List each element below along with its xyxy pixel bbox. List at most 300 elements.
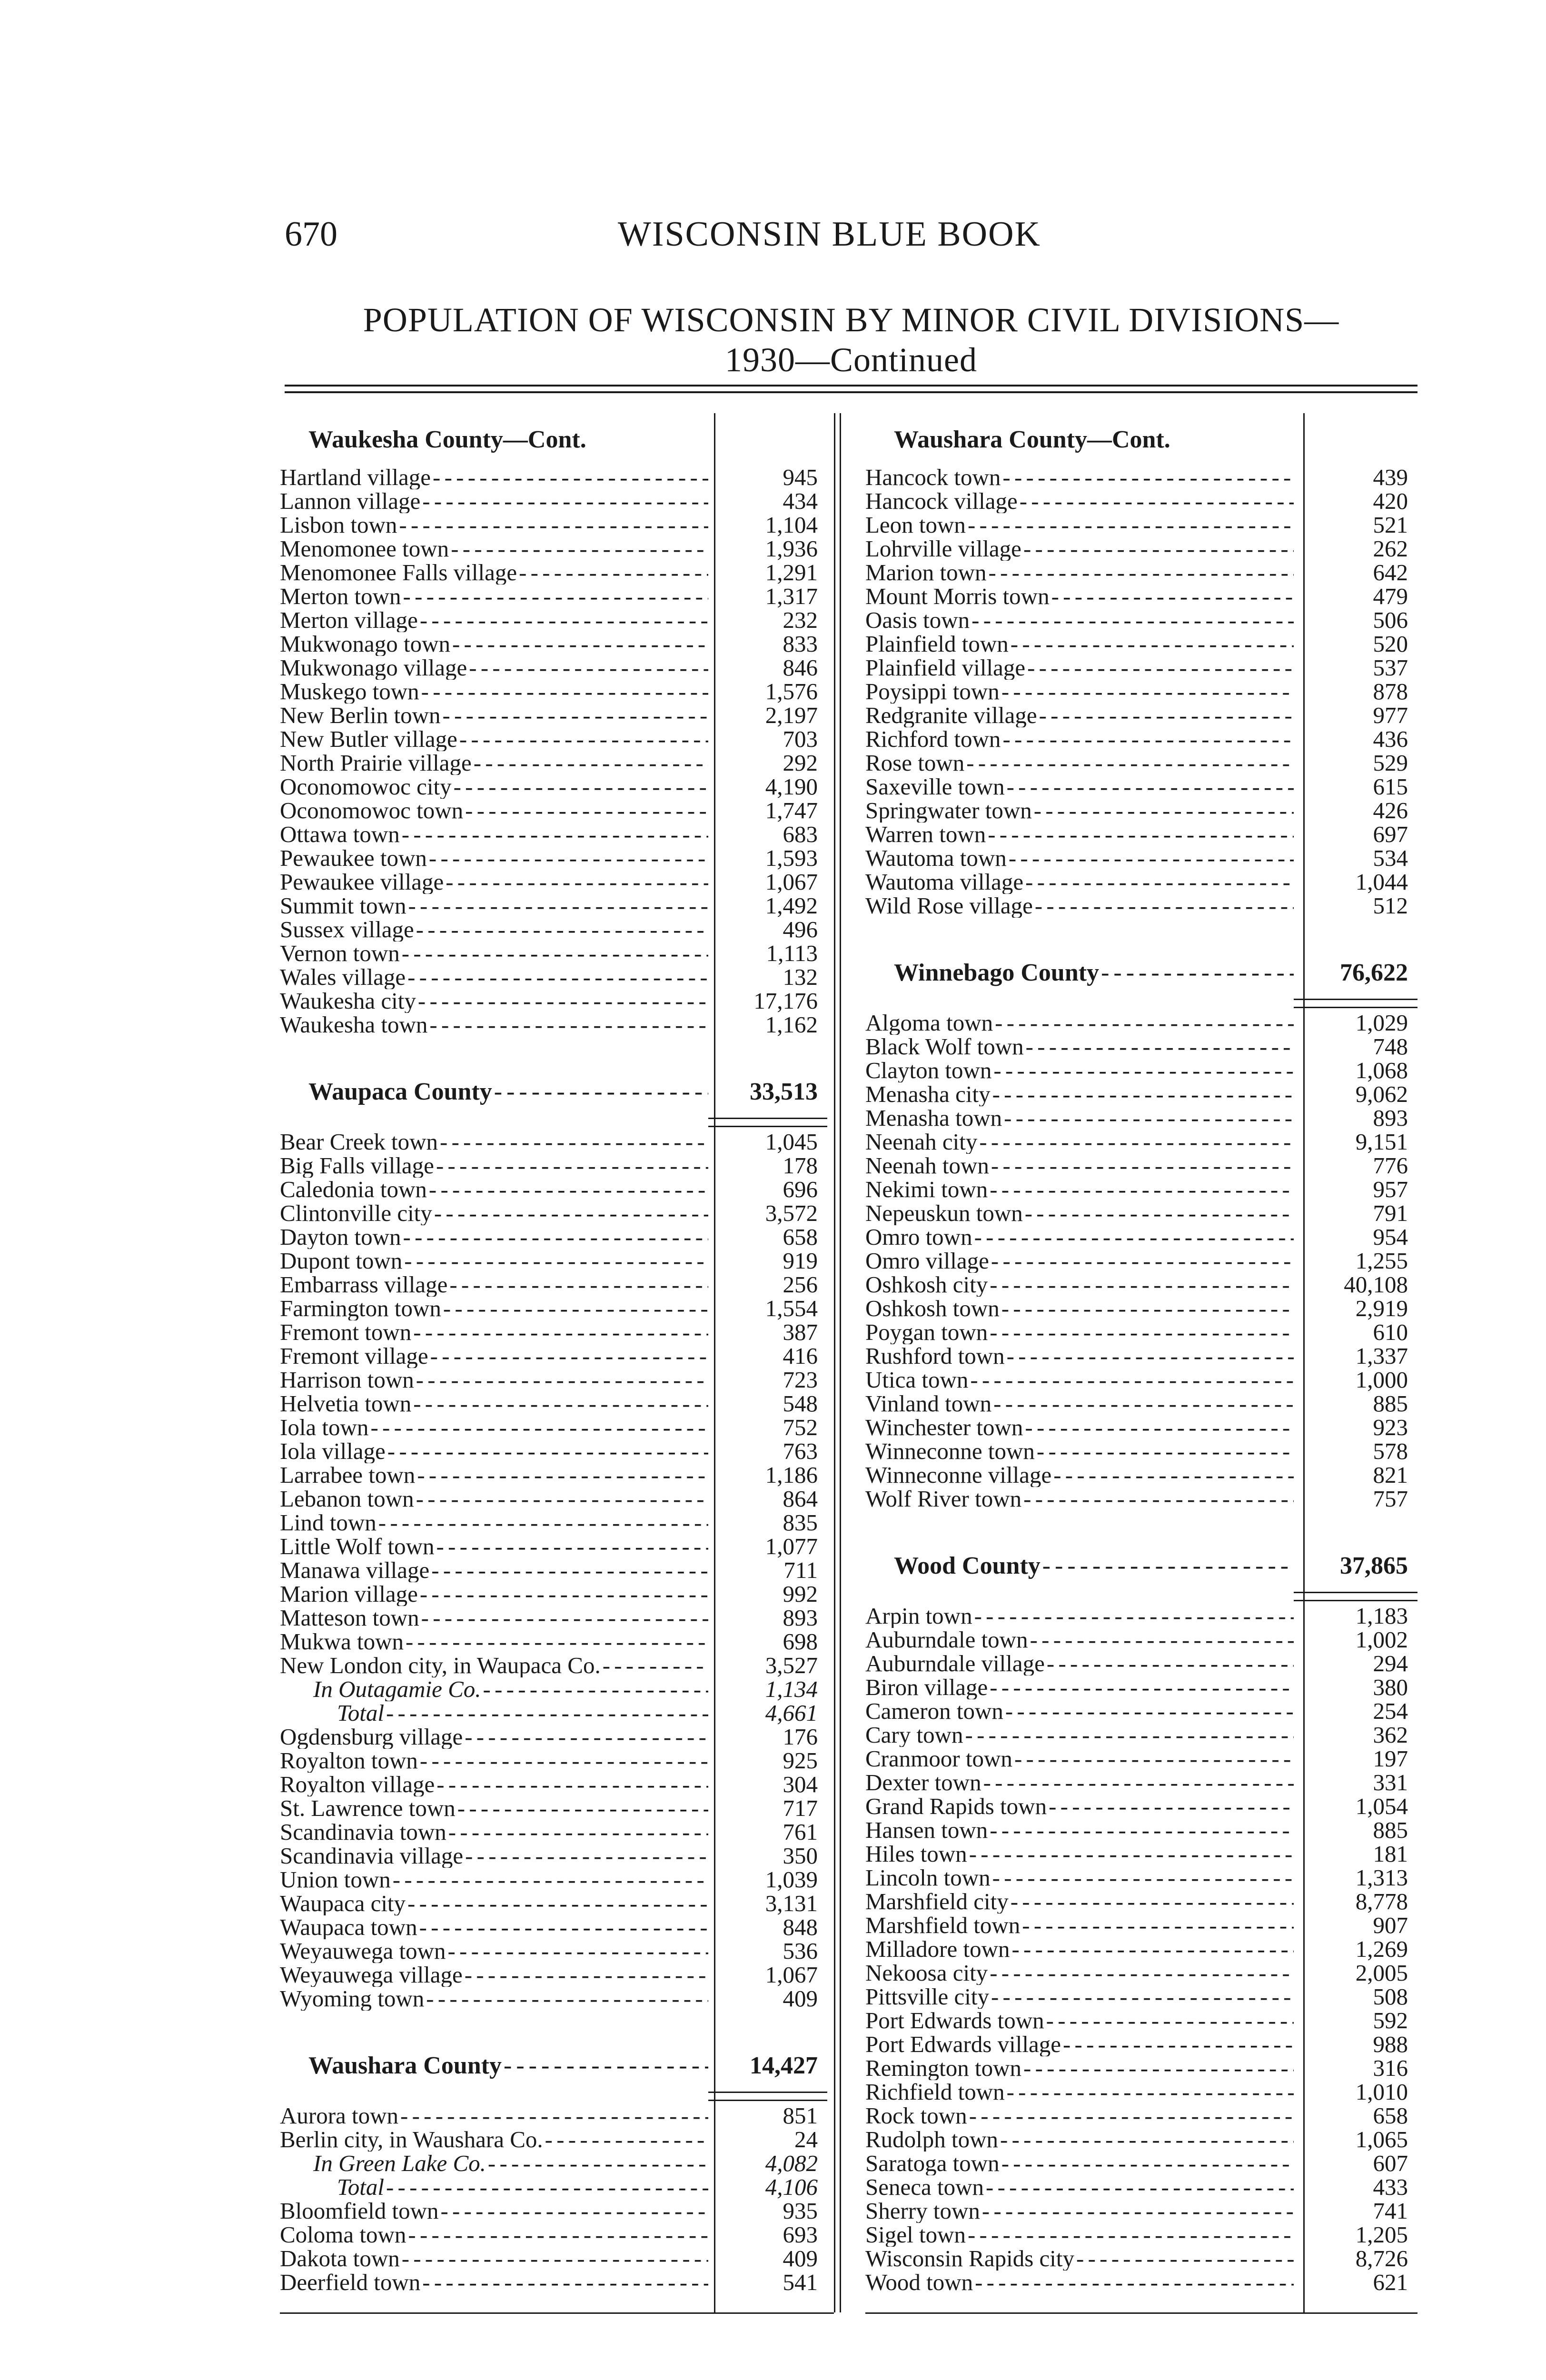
table-row <box>280 1892 827 1915</box>
place-name: Farmington town - - - <box>280 1297 708 1320</box>
place-name: Dakota town - - - <box>280 2247 708 2271</box>
population-value: 2,005 <box>1355 1960 1408 1986</box>
place-name: Berlin city, in Waushara Co. - - - <box>280 2128 708 2152</box>
place-name: Manawa village - - - <box>280 1558 708 1582</box>
center-divider-a <box>834 413 835 2312</box>
population-value: 615 <box>1373 774 1408 800</box>
place-name: Deerfield town - - - <box>280 2271 708 2294</box>
table-row <box>865 1035 1417 1059</box>
population-value: 1,576 <box>765 678 818 704</box>
place-name: Hiles town - - - <box>865 1842 1294 1866</box>
place-name: Mukwonago town - - - <box>280 632 708 656</box>
population-value: 294 <box>1373 1650 1408 1676</box>
title-rule-top <box>285 385 1417 387</box>
place-name: Sussex village - - - <box>280 918 708 942</box>
population-value: 1,492 <box>765 892 818 919</box>
place-name: Hansen town - - - <box>865 1818 1294 1842</box>
place-name: Lincoln town - - - <box>865 1866 1294 1890</box>
population-value: 8,726 <box>1355 2245 1408 2271</box>
place-name: Royalton town - - - <box>280 1749 708 1773</box>
table-row <box>280 1392 827 1416</box>
title-rule-bottom <box>285 391 1417 393</box>
table-row <box>280 1344 827 1368</box>
table-row <box>280 466 827 489</box>
population-value: 254 <box>1373 1698 1408 1724</box>
population-value: 1,134 <box>765 1676 818 1702</box>
place-name: Poysippi town - - - <box>865 680 1294 704</box>
place-name: Nekoosa city - - - <box>865 1961 1294 1985</box>
table-row <box>865 1699 1417 1723</box>
table-row <box>280 704 827 727</box>
table-row <box>280 1535 827 1558</box>
table-row <box>865 1344 1417 1368</box>
table-row <box>280 1796 827 1820</box>
population-value: 3,527 <box>765 1652 818 1678</box>
population-value: 578 <box>1373 1438 1408 1464</box>
population-value: 885 <box>1373 1390 1408 1417</box>
title-line-1: POPULATION OF WISCONSIN BY MINOR CIVIL DIVISIONS— <box>363 301 1339 339</box>
place-name: Plainfield town - - - <box>865 632 1294 656</box>
table-row <box>280 989 827 1013</box>
place-name: Iola town - - - <box>280 1416 708 1439</box>
population-value: 658 <box>783 1224 818 1250</box>
place-name: Pewaukee village - - - <box>280 870 708 894</box>
population-value: 592 <box>1373 2007 1408 2033</box>
population-value: 1,104 <box>765 512 818 538</box>
place-name: Wolf River town - - - <box>865 1487 1294 1511</box>
table-row <box>865 1416 1417 1439</box>
table-row <box>865 2152 1417 2175</box>
place-name: Utica town - - - <box>865 1368 1294 1392</box>
population-value: 24 <box>794 2126 818 2152</box>
table-row <box>280 608 827 632</box>
place-name: Marshfield city - - - <box>865 1890 1294 1914</box>
place-name: Richford town - - - <box>865 727 1294 751</box>
table-row <box>280 680 827 704</box>
table-row <box>280 2128 827 2152</box>
population-value: 833 <box>783 631 818 657</box>
place-name: Plainfield village - - - <box>865 656 1294 680</box>
table-row <box>865 2009 1417 2033</box>
table-row <box>865 751 1417 775</box>
table-row <box>280 2152 827 2175</box>
population-value: 741 <box>1373 2198 1408 2224</box>
population-value: 1,255 <box>1355 1248 1408 1274</box>
table-row <box>280 1677 827 1701</box>
place-name: Nekimi town - - - <box>865 1178 1294 1201</box>
table-row <box>280 1154 827 1178</box>
table-row <box>865 1130 1417 1154</box>
table-row <box>280 2199 827 2223</box>
table-row <box>865 1106 1417 1130</box>
place-name: Muskego town - - - <box>280 680 708 704</box>
table-row <box>865 1320 1417 1344</box>
population-value: 621 <box>1373 2269 1408 2295</box>
population-value: 508 <box>1373 1983 1408 2010</box>
place-name: Menomonee Falls village - - - <box>280 561 708 585</box>
place-name: Cranmoor town - - - <box>865 1747 1294 1771</box>
table-row <box>280 1273 827 1297</box>
population-value: 1,554 <box>765 1295 818 1321</box>
table-row <box>865 632 1417 656</box>
place-name: Lisbon town - - - <box>280 513 708 537</box>
population-value: 529 <box>1373 750 1408 776</box>
population-value: 1,067 <box>765 1962 818 1988</box>
county-heading-winnebago: Winnebago County - - - 76,622 <box>865 946 1417 999</box>
population-value: 846 <box>783 654 818 681</box>
waushara-cont-rows <box>865 466 1417 918</box>
winnebago-rows <box>865 1011 1417 1511</box>
place-name: Dexter town - - - <box>865 1771 1294 1795</box>
page-header <box>285 214 1103 267</box>
table-row <box>280 918 827 942</box>
population-value: 380 <box>1373 1674 1408 1700</box>
table-row <box>280 2247 827 2271</box>
table-row <box>280 1725 827 1749</box>
place-name: Helvetia town - - - <box>280 1392 708 1416</box>
waushara-rows <box>280 2104 827 2294</box>
table-row <box>865 1225 1417 1249</box>
table-row <box>280 537 827 561</box>
population-value: 878 <box>1373 678 1408 704</box>
place-name: Merton village - - - <box>280 608 708 632</box>
place-name: Pewaukee town - - - <box>280 846 708 870</box>
table-row <box>865 1747 1417 1771</box>
total-double-rule <box>1294 1592 1417 1601</box>
table-row <box>280 1773 827 1796</box>
table-row <box>865 489 1417 513</box>
place-name: Winneconne town - - - <box>865 1439 1294 1463</box>
table-row <box>280 1225 827 1249</box>
waupaca-rows <box>280 1130 827 2011</box>
table-row <box>865 537 1417 561</box>
place-name: Oconomowoc city - - - <box>280 775 708 799</box>
population-value: 1,747 <box>765 797 818 823</box>
place-name: Black Wolf town - - - <box>865 1035 1294 1059</box>
population-value: 1,067 <box>765 869 818 895</box>
county-total: 76,622 <box>1340 959 1408 986</box>
population-value: 1,029 <box>1355 1010 1408 1036</box>
table-row <box>280 561 827 585</box>
place-name: Fremont town - - - <box>280 1320 708 1344</box>
table-row <box>865 1795 1417 1818</box>
table-row <box>865 1652 1417 1676</box>
place-name: Big Falls village - - - <box>280 1154 708 1178</box>
table-row <box>865 1059 1417 1082</box>
table-row <box>865 775 1417 799</box>
table-row <box>280 846 827 870</box>
population-value: 3,131 <box>765 1890 818 1916</box>
place-name: Wisconsin Rapids city - - - <box>865 2247 1294 2271</box>
table-row <box>280 1630 827 1654</box>
table-row <box>865 1604 1417 1628</box>
population-value: 696 <box>783 1176 818 1202</box>
table-row <box>865 1178 1417 1201</box>
title-line-2: 1930—Continued <box>725 341 977 379</box>
table-row <box>865 2080 1417 2104</box>
table-row <box>865 1961 1417 1985</box>
place-name: Scandinavia village - - - <box>280 1844 708 1868</box>
population-value: 232 <box>783 607 818 633</box>
place-name: Iola village - - - <box>280 1439 708 1463</box>
table-row <box>280 1463 827 1487</box>
population-value: 748 <box>1373 1033 1408 1060</box>
table-row <box>280 656 827 680</box>
population-value: 1,162 <box>765 1012 818 1038</box>
population-value: 791 <box>1373 1200 1408 1226</box>
table-row <box>280 1249 827 1273</box>
population-value: 1,113 <box>766 940 818 966</box>
place-name: Mount Morris town - - - <box>865 585 1294 608</box>
place-name: Nepeuskun town - - - <box>865 1201 1294 1225</box>
place-name: Hartland village - - - <box>280 466 708 489</box>
population-value: 2,919 <box>1355 1295 1408 1321</box>
running-title: WISCONSIN BLUE BOOK <box>618 215 1041 254</box>
table-row <box>280 2104 827 2128</box>
population-value: 2,197 <box>765 702 818 728</box>
place-name: Weyauwega town - - - <box>280 1939 708 1963</box>
place-name: Menomonee town - - - <box>280 537 708 561</box>
population-value: 541 <box>783 2269 818 2295</box>
population-value: 607 <box>1373 2150 1408 2176</box>
population-value: 132 <box>783 964 818 990</box>
right-column <box>865 413 1417 2317</box>
place-name: Aurora town - - - <box>280 2104 708 2128</box>
table-row <box>280 2175 827 2199</box>
table-row <box>280 1654 827 1677</box>
table-row <box>865 2175 1417 2199</box>
place-name: Grand Rapids town - - - <box>865 1795 1294 1818</box>
population-value: 988 <box>1373 2031 1408 2057</box>
place-name: Rushford town - - - <box>865 1344 1294 1368</box>
place-name: Waukesha city - - - <box>280 989 708 1013</box>
table-row <box>280 1582 827 1606</box>
table-row <box>280 1416 827 1439</box>
place-name: Rose town - - - <box>865 751 1294 775</box>
population-value: 4,190 <box>765 774 818 800</box>
county-total: 33,513 <box>750 1078 818 1105</box>
total-double-rule <box>1294 999 1417 1008</box>
place-name: Port Edwards village - - - <box>865 2033 1294 2056</box>
place-name: Harrison town - - - <box>280 1368 708 1392</box>
place-name: Coloma town - - - <box>280 2223 708 2247</box>
population-value: 434 <box>783 488 818 514</box>
population-value: 534 <box>1373 845 1408 871</box>
table-row <box>280 1130 827 1154</box>
place-name: Caledonia town - - - <box>280 1178 708 1201</box>
population-value: 923 <box>1373 1414 1408 1440</box>
population-value: 693 <box>783 2221 818 2248</box>
place-name: Little Wolf town - - - <box>280 1535 708 1558</box>
table-row <box>865 823 1417 846</box>
table-row <box>865 1890 1417 1914</box>
population-value: 723 <box>783 1367 818 1393</box>
population-value: 919 <box>783 1248 818 1274</box>
wood-rows <box>865 1604 1417 2294</box>
population-value: 1,044 <box>1355 869 1408 895</box>
population-value: 610 <box>1373 1319 1408 1345</box>
place-name: Sigel town - - - <box>865 2223 1294 2247</box>
population-value: 181 <box>1373 1841 1408 1867</box>
left-column <box>280 413 827 2317</box>
population-value: 197 <box>1373 1745 1408 1772</box>
population-value: 864 <box>783 1486 818 1512</box>
population-value: 537 <box>1373 654 1408 681</box>
population-value: 256 <box>783 1271 818 1298</box>
table-row <box>865 513 1417 537</box>
table-row <box>865 2223 1417 2247</box>
table-row <box>280 1013 827 1037</box>
place-name: Mukwonago village - - - <box>280 656 708 680</box>
place-name: Hancock village - - - <box>865 489 1294 513</box>
table-row <box>865 1866 1417 1890</box>
place-name: Winchester town - - - <box>865 1416 1294 1439</box>
population-value: 496 <box>783 916 818 942</box>
population-value: 350 <box>783 1843 818 1869</box>
population-value: 763 <box>783 1438 818 1464</box>
place-name: Union town - - - <box>280 1868 708 1892</box>
place-name: Wautoma town - - - <box>865 846 1294 870</box>
place-name: Vinland town - - - <box>865 1392 1294 1416</box>
population-value: 992 <box>783 1581 818 1607</box>
population-value: 752 <box>783 1414 818 1440</box>
place-name: Lohrville village - - - <box>865 537 1294 561</box>
table-row <box>865 1439 1417 1463</box>
table-row <box>280 1558 827 1582</box>
population-value: 658 <box>1373 2102 1408 2129</box>
population-value: 536 <box>783 1938 818 1964</box>
table-row <box>865 608 1417 632</box>
table-row <box>280 894 827 918</box>
table-row <box>280 870 827 894</box>
table-row <box>280 751 827 775</box>
table-row <box>280 1201 827 1225</box>
table-row <box>280 965 827 989</box>
place-name: Sherry town - - - <box>865 2199 1294 2223</box>
table-row <box>280 1701 827 1725</box>
table-row <box>280 1868 827 1892</box>
table-row <box>280 632 827 656</box>
population-value: 717 <box>783 1795 818 1821</box>
table-row <box>280 1939 827 1963</box>
population-value: 304 <box>783 1771 818 1797</box>
table-row <box>865 1392 1417 1416</box>
population-value: 436 <box>1373 726 1408 752</box>
population-value: 416 <box>783 1343 818 1369</box>
place-name: Marshfield town - - - <box>865 1914 1294 1937</box>
table-row <box>865 727 1417 751</box>
population-value: 776 <box>1373 1152 1408 1179</box>
place-name: Cary town - - - <box>865 1723 1294 1747</box>
place-name: New Butler village - - - <box>280 727 708 751</box>
table-row <box>280 1178 827 1201</box>
table-row <box>865 1011 1417 1035</box>
table-row <box>865 846 1417 870</box>
place-name: Pittsville city - - - <box>865 1985 1294 2009</box>
county-heading-waushara: Waushara County - - - 14,427 <box>280 2039 827 2092</box>
table-row <box>865 2033 1417 2056</box>
place-name: Biron village - - - <box>865 1676 1294 1699</box>
place-name: Neenah town - - - <box>865 1154 1294 1178</box>
population-value: 977 <box>1373 702 1408 728</box>
table-row <box>280 2271 827 2294</box>
place-name: Lind town - - - <box>280 1511 708 1535</box>
table-row <box>865 1297 1417 1320</box>
place-name: Lebanon town - - - <box>280 1487 708 1511</box>
table-row <box>865 466 1417 489</box>
population-value: 521 <box>1373 512 1408 538</box>
population-value: 1,077 <box>765 1533 818 1559</box>
place-name: Menasha city - - - <box>865 1082 1294 1106</box>
table-row <box>865 1771 1417 1795</box>
table-row <box>865 1368 1417 1392</box>
table-row <box>865 704 1417 727</box>
population-value: 642 <box>1373 559 1408 585</box>
population-value: 433 <box>1373 2174 1408 2200</box>
county-heading-waukesha-cont: Waukesha County—Cont. <box>308 426 586 453</box>
place-name: In Green Lake Co. - - - <box>280 2152 708 2175</box>
place-name: Scandinavia town - - - <box>280 1820 708 1844</box>
county-total: 14,427 <box>750 2052 818 2079</box>
place-name: St. Lawrence town - - - <box>280 1796 708 1820</box>
population-value: 1,183 <box>1355 1603 1408 1629</box>
table-row <box>280 1606 827 1630</box>
population-value: 409 <box>783 1985 818 2012</box>
place-name: Winneconne village - - - <box>865 1463 1294 1487</box>
population-value: 1,269 <box>1355 1936 1408 1962</box>
table-row <box>280 799 827 823</box>
place-name: Remington town - - - <box>865 2056 1294 2080</box>
county-total: 37,865 <box>1340 1552 1408 1579</box>
population-value: 409 <box>783 2245 818 2271</box>
population-value: 178 <box>783 1152 818 1179</box>
table-row <box>865 1273 1417 1297</box>
place-name: Royalton village - - - <box>280 1773 708 1796</box>
population-value: 698 <box>783 1628 818 1655</box>
place-name: Mukwa town - - - <box>280 1630 708 1654</box>
population-value: 1,313 <box>1355 1864 1408 1891</box>
table-row <box>865 2104 1417 2128</box>
table-row <box>280 942 827 965</box>
table-row <box>865 894 1417 918</box>
place-name: Wales village - - - <box>280 965 708 989</box>
place-name: Ottawa town - - - <box>280 823 708 846</box>
population-value: 851 <box>783 2102 818 2129</box>
population-value: 9,062 <box>1355 1081 1408 1107</box>
place-name: Springwater town - - - <box>865 799 1294 823</box>
place-name: Total - - - <box>280 2175 708 2199</box>
population-value: 1,000 <box>1355 1367 1408 1393</box>
place-name: Saxeville town - - - <box>865 775 1294 799</box>
population-value: 506 <box>1373 607 1408 633</box>
population-value: 420 <box>1373 488 1408 514</box>
table-row <box>280 513 827 537</box>
population-value: 292 <box>783 750 818 776</box>
place-name: Seneca town - - - <box>865 2175 1294 2199</box>
table-row <box>865 656 1417 680</box>
table-title <box>285 300 1417 380</box>
population-value: 957 <box>1373 1176 1408 1202</box>
place-name: Dupont town - - - <box>280 1249 708 1273</box>
place-name: Matteson town - - - <box>280 1606 708 1630</box>
table-row <box>865 680 1417 704</box>
center-divider-b <box>840 413 841 2312</box>
place-name: Embarrass village - - - <box>280 1273 708 1297</box>
population-value: 4,082 <box>765 2150 818 2176</box>
population-value: 925 <box>783 1747 818 1774</box>
place-name: Milladore town - - - <box>865 1937 1294 1961</box>
population-value: 3,572 <box>765 1200 818 1226</box>
